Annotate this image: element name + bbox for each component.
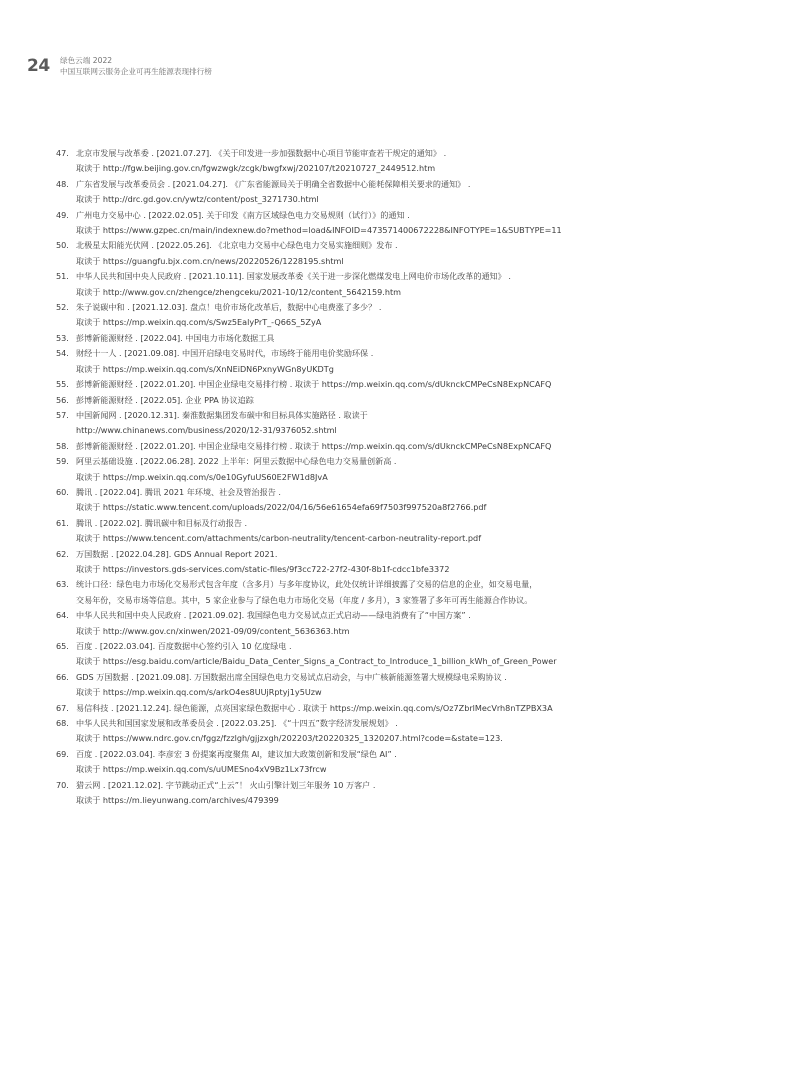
reference-list: [56, 146, 756, 808]
reference-line: 取读于 https://guangfu.bjx.com.cn/news/20220526/1228195.shtml: [76, 255, 344, 266]
reference-item: [56, 146, 756, 177]
reference-number: 66.: [56, 671, 69, 682]
reference-line: 广州电力交易中心 . [2022.02.05]. 关于印发《南方区域绿色电力交易规则（试行）》的通知 .: [76, 209, 410, 220]
reference-line: 彭博新能源财经 . [2022.04]. 中国电力市场化数据工具: [76, 332, 275, 343]
reference-item: [56, 439, 756, 454]
reference-number: 50.: [56, 240, 69, 251]
reference-line: 万国数据 . [2022.04.28]. GDS Annual Report 2021.: [76, 548, 278, 559]
reference-number: 53.: [56, 332, 69, 343]
reference-line: 取读于 https://investors.gds-services.com/static-files/9f3cc722-27f2-430f-8b1f-cdcc1bfe3372: [76, 563, 450, 574]
reference-number: 64.: [56, 610, 69, 621]
reference-number: 47.: [56, 148, 69, 158]
reference-item: [56, 377, 756, 392]
reference-line: 北京市发展与改革委 . [2021.07.27]. 《关于印发进一步加强数据中心项目节能审查若干规定的通知》 .: [76, 148, 447, 158]
reference-line: 朱子说碳中和 . [2021.12.03]. 盘点！电价市场化改革后，数据中心电费涨了多少？ .: [76, 302, 382, 313]
page-number: 24: [27, 56, 50, 76]
reference-item: [56, 608, 756, 639]
reference-line: 统计口径：绿色电力市场化交易形式包含年度（含多月）与多年度协议，此处仅统计详细披露了交易的信息的企业，如交易电量，: [76, 579, 538, 590]
reference-item: [56, 670, 756, 701]
reference-number: 60.: [56, 486, 69, 497]
reference-line: 取读于 https://mp.weixin.qq.com/s/arkO4es8UUjRptyj1y5Uzw: [76, 687, 322, 698]
reference-line: 取读于 https://mp.weixin.qq.com/s/uUMESno4xV9Bz1Lx73frcw: [76, 764, 327, 775]
reference-item: [56, 547, 756, 578]
reference-line: 取读于 https://static.www.tencent.com/uploads/2022/04/16/56e61654efa69f7503f997520a8f2766.pdf: [76, 502, 487, 513]
reference-line: 中华人民共和国国家发展和改革委员会 . [2022.03.25]. 《“十四五”数字经济发展规划》 .: [76, 718, 398, 729]
reference-item: [56, 639, 756, 670]
reference-line: http://www.chinanews.com/business/2020/12-31/9376052.shtml: [76, 425, 337, 436]
reference-item: [56, 300, 756, 331]
reference-number: 51.: [56, 271, 69, 282]
reference-item: [56, 346, 756, 377]
reference-number: 65.: [56, 641, 69, 651]
reference-number: 67.: [56, 702, 69, 713]
reference-item: [56, 208, 756, 239]
reference-line: 中华人民共和国中央人民政府 . [2021.10.11]. 国家发展改革委《关于进一步深化燃煤发电上网电价市场化改革的通知》 .: [76, 271, 511, 282]
reference-item: [56, 778, 756, 809]
reference-number: 61.: [56, 517, 69, 528]
reference-item: [56, 393, 756, 408]
reference-number: 56.: [56, 394, 69, 405]
reference-item: [56, 177, 756, 208]
reference-item: [56, 701, 756, 716]
reference-number: 70.: [56, 779, 69, 790]
reference-line: 取读于 https://esg.baidu.com/article/Baidu_Data_Center_Signs_a_Contract_to_Introduce_1_billion_kWh_of_Green_Power: [76, 656, 557, 667]
reference-line: 取读于 https://mp.weixin.qq.com/s/0e10GyfuUS60E2FW1d8JvA: [76, 471, 328, 482]
reference-item: [56, 516, 756, 547]
reference-line: 交易年份，交易市场等信息。其中，5 家企业参与了绿色电力市场化交易（年度 / 多月），3 家签署了多年可再生能源合作协议。: [76, 594, 533, 605]
reference-item: [56, 716, 756, 747]
reference-line: 百度 . [2022.03.04]. 百度数据中心签约引入 10 亿度绿电 .: [76, 641, 292, 651]
reference-number: 49.: [56, 209, 69, 220]
reference-line: 腾讯 . [2022.02]. 腾讯碳中和目标及行动报告 .: [76, 517, 248, 528]
reference-line: 取读于 http://www.gov.cn/xinwen/2021-09/09/content_5636363.htm: [76, 625, 350, 636]
reference-number: 55.: [56, 379, 69, 390]
reference-line: 取读于 https://mp.weixin.qq.com/s/XnNEiDN6PxnyWGn8yUKDTg: [76, 363, 334, 374]
reference-item: [56, 269, 756, 300]
reference-line: 中国新闻网 . [2020.12.31]. 秦淮数据集团发布碳中和目标具体实施路径 . 取读于: [76, 409, 368, 420]
header-titles: [60, 55, 460, 77]
reference-number: 62.: [56, 548, 69, 559]
reference-line: 广东省发展与改革委员会 . [2021.04.27]. 《广东省能源局关于明确全省数据中心能耗保障相关要求的通知》 .: [76, 178, 471, 189]
report-title: 中国互联网云服务企业可再生能源表现排行榜: [60, 67, 212, 76]
reference-item: [56, 485, 756, 516]
reference-line: 中华人民共和国中央人民政府 . [2021.09.02]. 我国绿色电力交易试点正式启动——绿电消费有了“中国方案” .: [76, 610, 471, 621]
reference-line: 猎云网 . [2021.12.02]. 字节跳动正式“上云”！ 火山引擎计划三年服务 10 万客户 .: [76, 779, 376, 790]
reference-item: [56, 238, 756, 269]
reference-number: 54.: [56, 348, 69, 359]
reference-line: 易信科技 . [2021.12.24]. 绿色能源，点亮国家绿色数据中心 . 取读于 https://mp.weixin.qq.com/s/Oz7ZbrlMecVrh8nTZPBX3A: [76, 702, 553, 713]
reference-line: 财经十一人 . [2021.09.08]. 中国开启绿电交易时代，市场终于能用电价奖励环保 .: [76, 348, 374, 359]
reference-item: [56, 408, 756, 439]
reference-line: 腾讯 . [2022.04]. 腾讯 2021 年环境、社会及管治报告 .: [76, 486, 281, 497]
reference-line: 阿里云基础设施 . [2022.06.28]. 2022 上半年：阿里云数据中心绿色电力交易量创新高 .: [76, 456, 397, 467]
reference-number: 63.: [56, 579, 69, 590]
reference-line: 百度 . [2022.03.04]. 李彦宏 3 份提案再度聚焦 AI，建议加大政策创新和发展“绿色 AI” .: [76, 748, 397, 759]
reference-item: [56, 577, 756, 608]
reference-number: 52.: [56, 302, 69, 313]
report-series-title: 绿色云端 2022: [60, 56, 113, 65]
reference-line: 取读于 http://drc.gd.gov.cn/ywtz/content/post_3271730.html: [76, 194, 319, 205]
reference-line: 取读于 https://m.lieyunwang.com/archives/479399: [76, 795, 279, 806]
reference-line: 取读于 https://www.ndrc.gov.cn/fggz/fzzlgh/gjjzxgh/202203/t20220325_1320207.html?code=&state=123.: [76, 733, 503, 744]
reference-line: 北极星太阳能光伏网 . [2022.05.26]. 《北京电力交易中心绿色电力交易实施细则》发布 .: [76, 240, 398, 251]
reference-line: 取读于 https://mp.weixin.qq.com/s/Swz5EalyPrT_-Q66S_5ZyA: [76, 317, 322, 328]
reference-item: [56, 747, 756, 778]
reference-item: [56, 331, 756, 346]
reference-line: 取读于 https://www.tencent.com/attachments/carbon-neutrality/tencent-carbon-neutrality-report.pdf: [76, 533, 482, 544]
reference-number: 68.: [56, 718, 69, 729]
reference-line: 彭博新能源财经 . [2022.01.20]. 中国企业绿电交易排行榜 . 取读于 https://mp.weixin.qq.com/s/dUknckCMPeCsN8ExpNCAFQ: [76, 379, 552, 390]
reference-number: 57.: [56, 409, 69, 420]
reference-number: 48.: [56, 178, 69, 189]
reference-number: 59.: [56, 456, 69, 467]
reference-item: [56, 454, 756, 485]
reference-line: 取读于 http://fgw.beijing.gov.cn/fgwzwgk/zcgk/bwgfxwj/202107/t20210727_2449512.htm: [76, 163, 436, 174]
reference-line: 彭博新能源财经 . [2022.01.20]. 中国企业绿电交易排行榜 . 取读于 https://mp.weixin.qq.com/s/dUknckCMPeCsN8ExpNCAFQ: [76, 440, 552, 451]
reference-number: 58.: [56, 440, 69, 451]
reference-line: 取读于 http://www.gov.cn/zhengce/zhengceku/2021-10/12/content_5642159.htm: [76, 286, 402, 297]
reference-line: GDS 万国数据 . [2021.09.08]. 万国数据出席全国绿色电力交易试点启动会，与中广核新能源签署大规模绿电采购协议 .: [76, 671, 507, 682]
reference-line: 彭博新能源财经 . [2022.05]. 企业 PPA 协议追踪: [76, 394, 254, 405]
reference-line: 取读于 https://www.gzpec.cn/main/indexnew.do?method=load&INFOID=473571400672228&INFOTYPE=1&SUBTYPE=11: [76, 225, 562, 236]
reference-number: 69.: [56, 748, 69, 759]
